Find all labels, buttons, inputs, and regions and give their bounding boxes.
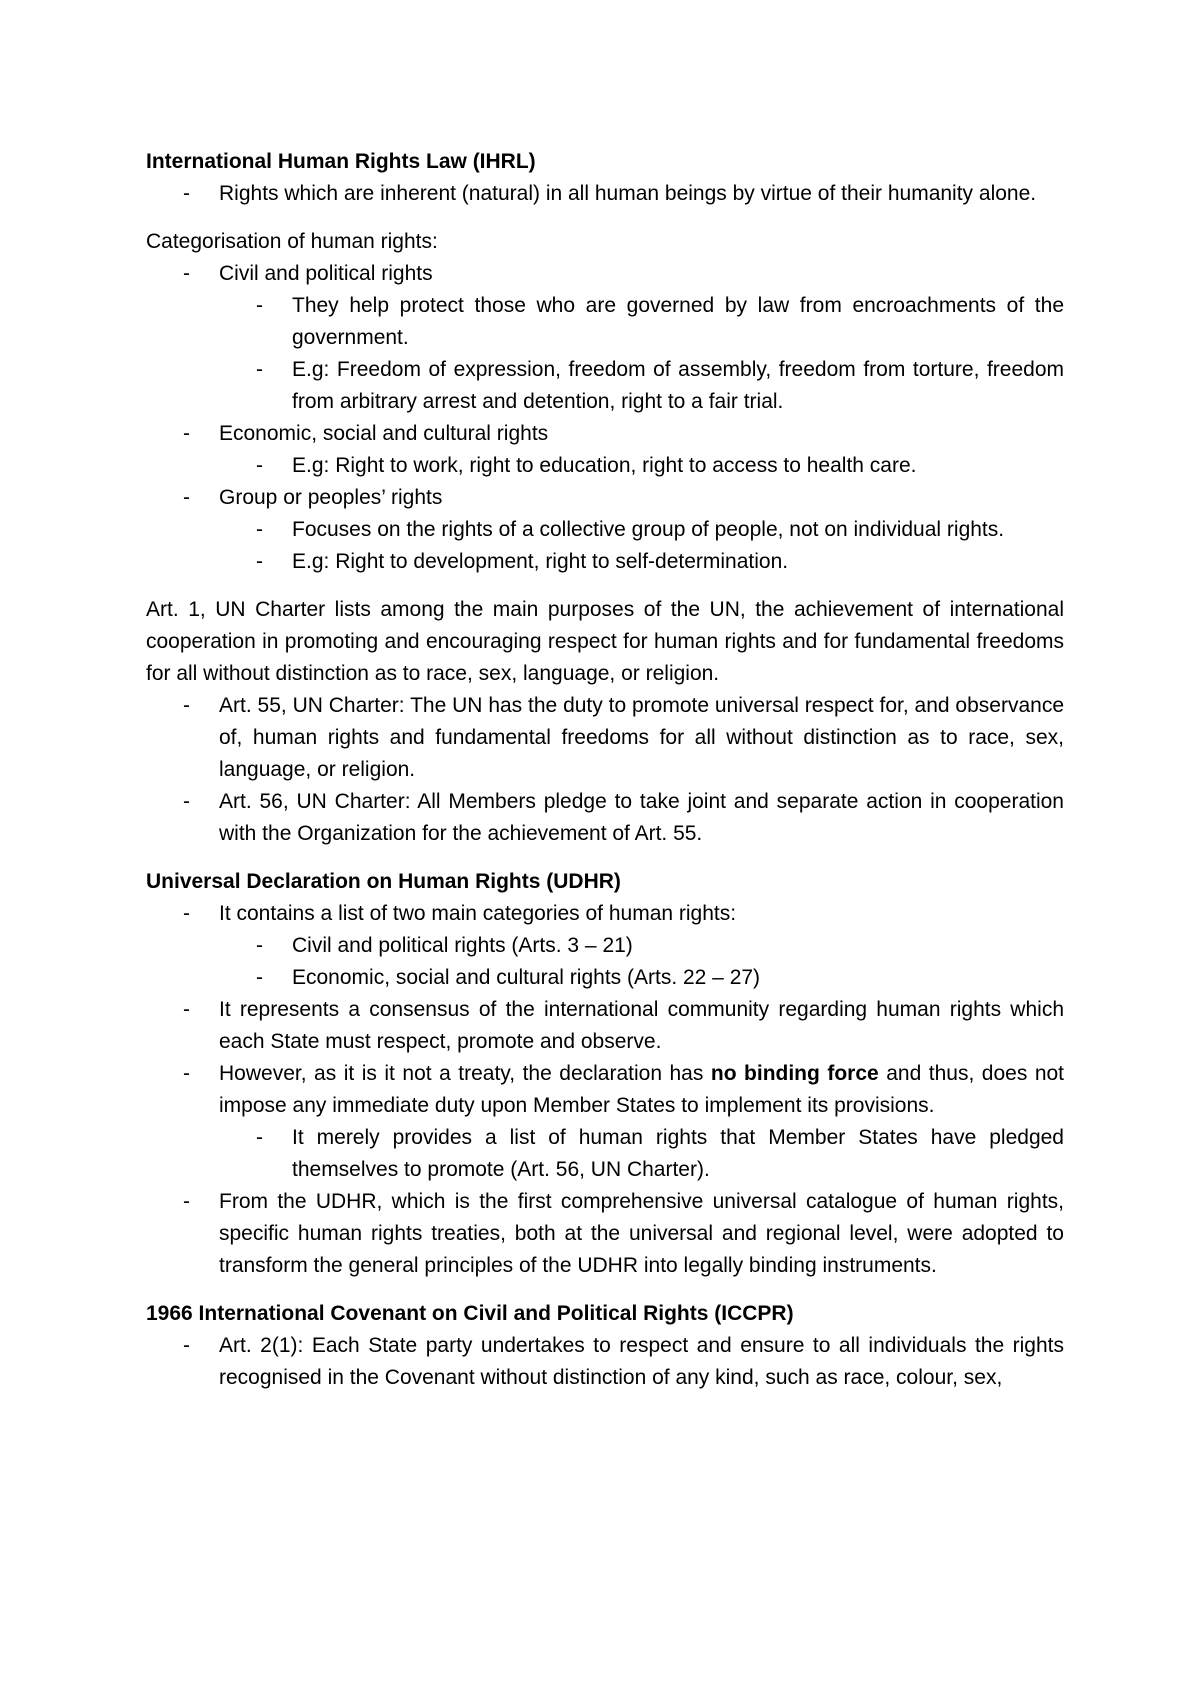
dash-bullet: - — [183, 790, 190, 813]
sub-list-item: - Economic, social and cultural rights (Arts. 22 – 27) — [219, 962, 1064, 994]
categorisation-list — [146, 258, 1064, 578]
charter-paragraph: Art. 1, UN Charter lists among the main purposes of the UN, the achievement of international cooperation in promoting and encouraging respect for human rights and for fundamental freedoms for all without distinction as to race, sex, language, or religion. — [146, 598, 1064, 685]
dash-bullet: - — [256, 934, 263, 957]
iccpr-heading: 1966 International Covenant on Civil and Political Rights (ICCPR) — [146, 1302, 794, 1325]
dash-bullet: - — [256, 518, 263, 541]
list-item: - It contains a list of two main categories of human rights: - Civil and political rights (Arts. 3 – 21) - Economic, social and cultural rights (Arts. 22 – 27) — [146, 898, 1064, 994]
dash-bullet: - — [183, 998, 190, 1021]
bold-emphasis: no binding force — [710, 1062, 879, 1085]
udhr-list — [146, 898, 1064, 1282]
group-sublist — [219, 514, 1064, 578]
udhr-pledge-sublist — [219, 1122, 1064, 1186]
dash-bullet: - — [256, 550, 263, 573]
dash-bullet: - — [256, 358, 263, 381]
dash-bullet: - — [183, 1334, 190, 1357]
list-item — [146, 1058, 1064, 1186]
dash-bullet: - — [256, 294, 263, 317]
list-item: - It represents a consensus of the international community regarding human rights which each State must respect, promote and observe. — [146, 994, 1064, 1058]
list-item: - Art. 55, UN Charter: The UN has the duty to promote universal respect for, and observance of, human rights and fundamental freedoms for all without distinction as to race, sex, language, or religion. — [146, 690, 1064, 786]
dash-bullet: - — [183, 486, 190, 509]
dash-bullet: - — [183, 262, 190, 285]
charter-list — [146, 690, 1064, 850]
dash-bullet: - — [183, 694, 190, 717]
document-body — [146, 146, 1064, 1394]
sub-list-item: - Civil and political rights (Arts. 3 – 21) — [219, 930, 1064, 962]
list-item-group: - Group or peoples’ rights - Focuses on the rights of a collective group of people, not on individual rights. - E.g: Right to development, right to self-determination. — [146, 482, 1064, 578]
binding-force-text: However, as it is it not a treaty, the declaration has no binding force and thus, does not impose any immediate duty upon Member States to implement its provisions. — [219, 1062, 1065, 1117]
udhr-categories-sublist — [219, 930, 1064, 994]
dash-bullet: - — [183, 902, 190, 925]
dash-bullet: - — [256, 1126, 263, 1149]
civil-sublist — [219, 290, 1064, 418]
sub-list-item: - E.g: Freedom of expression, freedom of assembly, freedom from torture, freedom from arbitrary arrest and detention, right to a fair trial. — [219, 354, 1064, 418]
dash-bullet: - — [183, 182, 190, 205]
list-item: - Rights which are inherent (natural) in all human beings by virtue of their humanity alone. — [146, 178, 1064, 210]
ihrl-heading: International Human Rights Law (IHRL) — [146, 150, 536, 173]
udhr-heading: Universal Declaration on Human Rights (UDHR) — [146, 870, 621, 893]
dash-bullet: - — [183, 1062, 190, 1085]
sub-list-item: - They help protect those who are governed by law from encroachments of the government. — [219, 290, 1064, 354]
list-item: - From the UDHR, which is the first comprehensive universal catalogue of human rights, specific human rights treaties, both at the universal and regional level, were adopted to transform the general principles of the UDHR into legally binding instruments. — [146, 1186, 1064, 1282]
categorisation-heading: Categorisation of human rights: — [146, 230, 438, 253]
list-item-economic: - Economic, social and cultural rights - E.g: Right to work, right to education, right to access to health care. — [146, 418, 1064, 482]
ihrl-list — [146, 178, 1064, 210]
dash-bullet: - — [256, 966, 263, 989]
sub-list-item: - E.g: Right to work, right to education, right to access to health care. — [219, 450, 1064, 482]
dash-bullet: - — [183, 1190, 190, 1213]
sub-list-item: - It merely provides a list of human rights that Member States have pledged themselves to promote (Art. 56, UN Charter). — [219, 1122, 1064, 1186]
iccpr-list — [146, 1330, 1064, 1394]
dash-bullet: - — [183, 422, 190, 445]
list-item: - Art. 2(1): Each State party undertakes to respect and ensure to all individuals the rights recognised in the Covenant without distinction of any kind, such as race, colour, sex, — [146, 1330, 1064, 1394]
economic-sublist — [219, 450, 1064, 482]
sub-list-item: - Focuses on the rights of a collective group of people, not on individual rights. — [219, 514, 1064, 546]
list-item-civil: - Civil and political rights - They help protect those who are governed by law from encroachments of the government. - E.g: Freedom of expression, freedom of assembly, freedom from torture, freedom from arbitrary arrest and detention, right to a fair trial. — [146, 258, 1064, 418]
dash-bullet: - — [256, 454, 263, 477]
list-item: - Art. 56, UN Charter: All Members pledge to take joint and separate action in cooperation with the Organization for the achievement of Art. 55. — [146, 786, 1064, 850]
sub-list-item: - E.g: Right to development, right to self-determination. — [219, 546, 1064, 578]
